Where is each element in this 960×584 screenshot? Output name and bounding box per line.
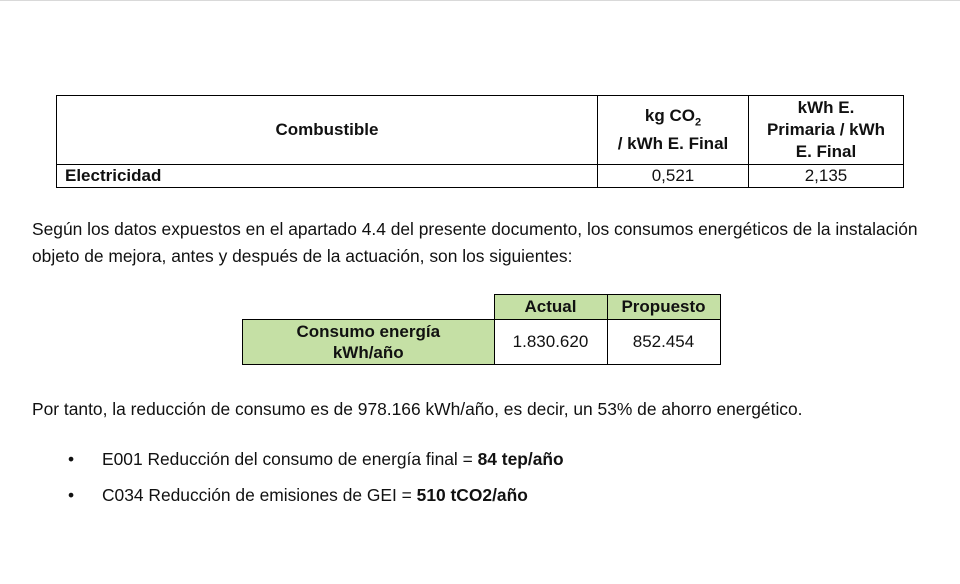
header-combustible: Combustible bbox=[57, 96, 598, 165]
header-propuesto: Propuesto bbox=[607, 295, 720, 320]
value-kwh-primaria: 2,135 bbox=[749, 165, 904, 188]
paragraph-consumos: Según los datos expuestos en el apartado 4.4 del presente documento, los consumos energéticos de la instalación objeto de mejora, antes y después de la actuación, son los siguientes: bbox=[32, 219, 918, 266]
value-propuesto: 852.454 bbox=[607, 320, 720, 365]
bullet-icon: • bbox=[68, 449, 75, 469]
row-label-electricidad: Electricidad bbox=[57, 165, 598, 188]
header-kgco2-line1: kg $CO_2$ bbox=[644, 105, 702, 129]
header-actual: Actual bbox=[494, 295, 607, 320]
header-kgco2 bbox=[598, 96, 749, 165]
energy-consumption-table bbox=[242, 294, 721, 365]
table-row bbox=[57, 165, 904, 188]
row-label-consumo: Consumo energía kWh/año bbox=[243, 320, 495, 365]
table-row bbox=[243, 320, 721, 365]
indicator-list bbox=[64, 446, 564, 518]
emission-factors-table bbox=[56, 95, 904, 188]
header-kwh-primaria: kWh E. Primaria / kWh E. Final bbox=[749, 96, 904, 165]
value-kgco2: 0,521 bbox=[598, 165, 749, 188]
header-kgco2-line2: / kWh E. Final bbox=[617, 134, 729, 154]
empty-corner-cell bbox=[243, 295, 495, 320]
table-header-row bbox=[57, 96, 904, 165]
value-actual: 1.830.620 bbox=[494, 320, 607, 365]
bullet-icon: • bbox=[68, 485, 75, 505]
paragraph-reduccion: Por tanto, la reducción de consumo es de 978.166 kWh/año, es decir, un 53% de ahorro energético. bbox=[32, 399, 803, 419]
list-item: • C034 Reducción de emisiones de GEI = 510 tCO2/año bbox=[64, 482, 564, 518]
list-item: • E001 Reducción del consumo de energía final = 84 tep/año bbox=[64, 446, 564, 482]
table-header-row bbox=[243, 295, 721, 320]
top-divider bbox=[0, 0, 960, 1]
